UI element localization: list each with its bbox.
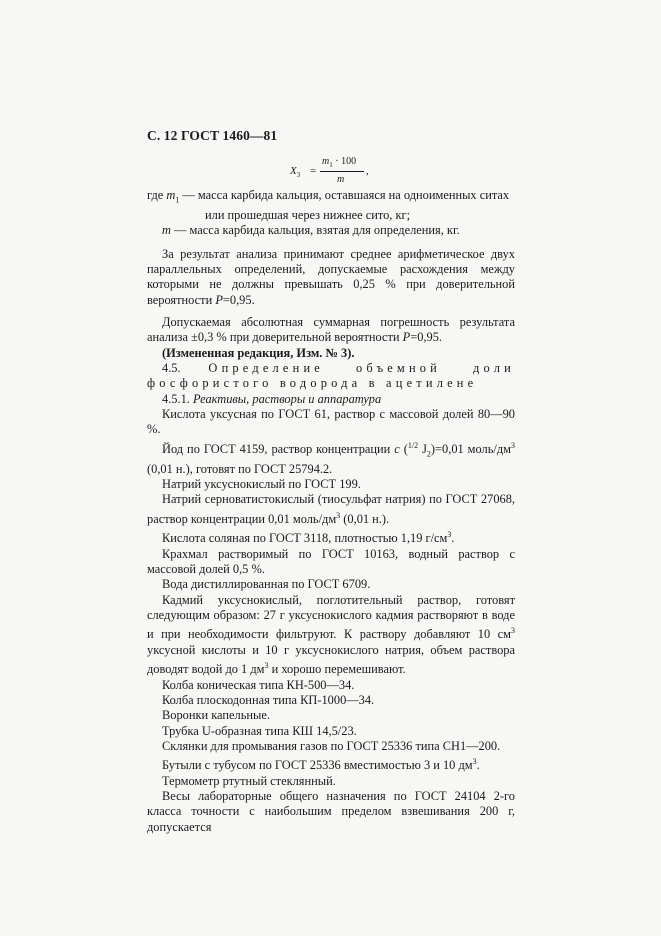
item-flask-flat: Колба плоскодонная типа КП-1000—34. <box>162 692 375 707</box>
formula-numerator: $m_1 \cdot 100$ <box>322 156 357 169</box>
item-sodium-acetate: Натрий уксуснокислый по ГОСТ 199. <box>162 476 361 491</box>
formula-equals: = <box>310 165 317 177</box>
item-starch: Крахмал растворимый по ГОСТ 10163, водный раствор с массовой долей 0,5 %. <box>147 546 515 576</box>
item-thermometer: Термометр ртутный стеклянный. <box>162 773 336 788</box>
item-tubus-bottles: Бутыли с тубусом по ГОСТ 25336 вместимостью 3 и 10 $дм^3$. <box>162 757 480 773</box>
formula-denominator: m <box>337 174 345 185</box>
where-m: m — масса карбида кальция, взятая для определения, кг. <box>162 223 460 238</box>
paragraph-error: Допускаемая абсолютная суммарная погрешность результата анализа ±0,3 % при доверительной вероятности P=0,95. <box>147 314 515 345</box>
item-wash-bottles: Склянки для промывания газов по ГОСТ 25336 типа СН1—200. <box>162 738 501 753</box>
body-text <box>147 188 515 835</box>
item-cadmium-acetate: Кадмий уксуснокислый, поглотительный раствор, готовят следующим образом: 27 г уксуснокислого кадмия растворяют в воде и при необходимости фильтруют. К раствору добавляют 10 $см^3$ уксусной кислоты и 10 г уксуснокислого натрия, объем раствора доводят водой до 1 $дм^3$ и хорошо перемешивают. <box>147 592 515 677</box>
item-hydrochloric-acid: Кислота соляная по ГОСТ 3118, плотностью 1,19 $г/см^3$. <box>162 530 455 546</box>
item-u-tube: Трубка U-образная типа КШ 14,5/23. <box>162 723 357 738</box>
page-header: С. 12 ГОСТ 1460—81 <box>147 128 278 143</box>
formula-comma: , <box>366 165 369 177</box>
item-flask-conical: Колба коническая типа КН-500—34. <box>162 677 355 692</box>
item-water: Вода дистиллированная по ГОСТ 6709. <box>162 577 371 592</box>
where-m1-continued: или прошедшая через нижнее сито, кг; <box>205 207 411 222</box>
where-m1: где $m_1$ — масса карбида кальция, оставшаяся на одноименных ситах <box>147 188 510 205</box>
item-funnels: Воронки капельные. <box>162 708 270 723</box>
paragraph-changed: (Измененная редакция, Изм. № 3). <box>162 345 355 360</box>
item-acetic-acid: Кислота уксусная по ГОСТ 61, раствор с массовой долей 80—90 %. <box>147 406 515 437</box>
section-4-5: 4.5. Определение объемной доли фосфористого водорода в ацетилене <box>147 360 515 391</box>
formula-x3 <box>290 155 390 189</box>
fraction-bar <box>320 171 364 172</box>
formula-lhs: $X_3$ <box>290 165 301 180</box>
item-scales: Весы лабораторные общего назначения по ГОСТ 24104 2-го класса точности с наибольшим пределом взвешивания 200 г, допускается <box>147 789 515 834</box>
paragraph-result: За результат анализа принимают среднее арифметическое двух параллельных определений, допускаемые расхождения между которыми не должны превышать 0,25 % при доверительной вероятности P=0,95. <box>147 246 515 307</box>
section-4-5-1: 4.5.1. Реактивы, растворы и аппаратура <box>162 391 382 406</box>
item-thiosulfate: Натрий серноватистокислый (тиосульфат натрия) по ГОСТ 27068, раствор концентрации 0,01 моль/$дм^3$ (0,01 н.). <box>147 492 515 526</box>
item-iodine: Йод по ГОСТ 4159, раствор концентрации c ($^{1/2}$ $J_2)=0,01$ моль/$дм^3$ (0,01 н.), готовят по ГОСТ 25794.2. <box>147 440 515 476</box>
